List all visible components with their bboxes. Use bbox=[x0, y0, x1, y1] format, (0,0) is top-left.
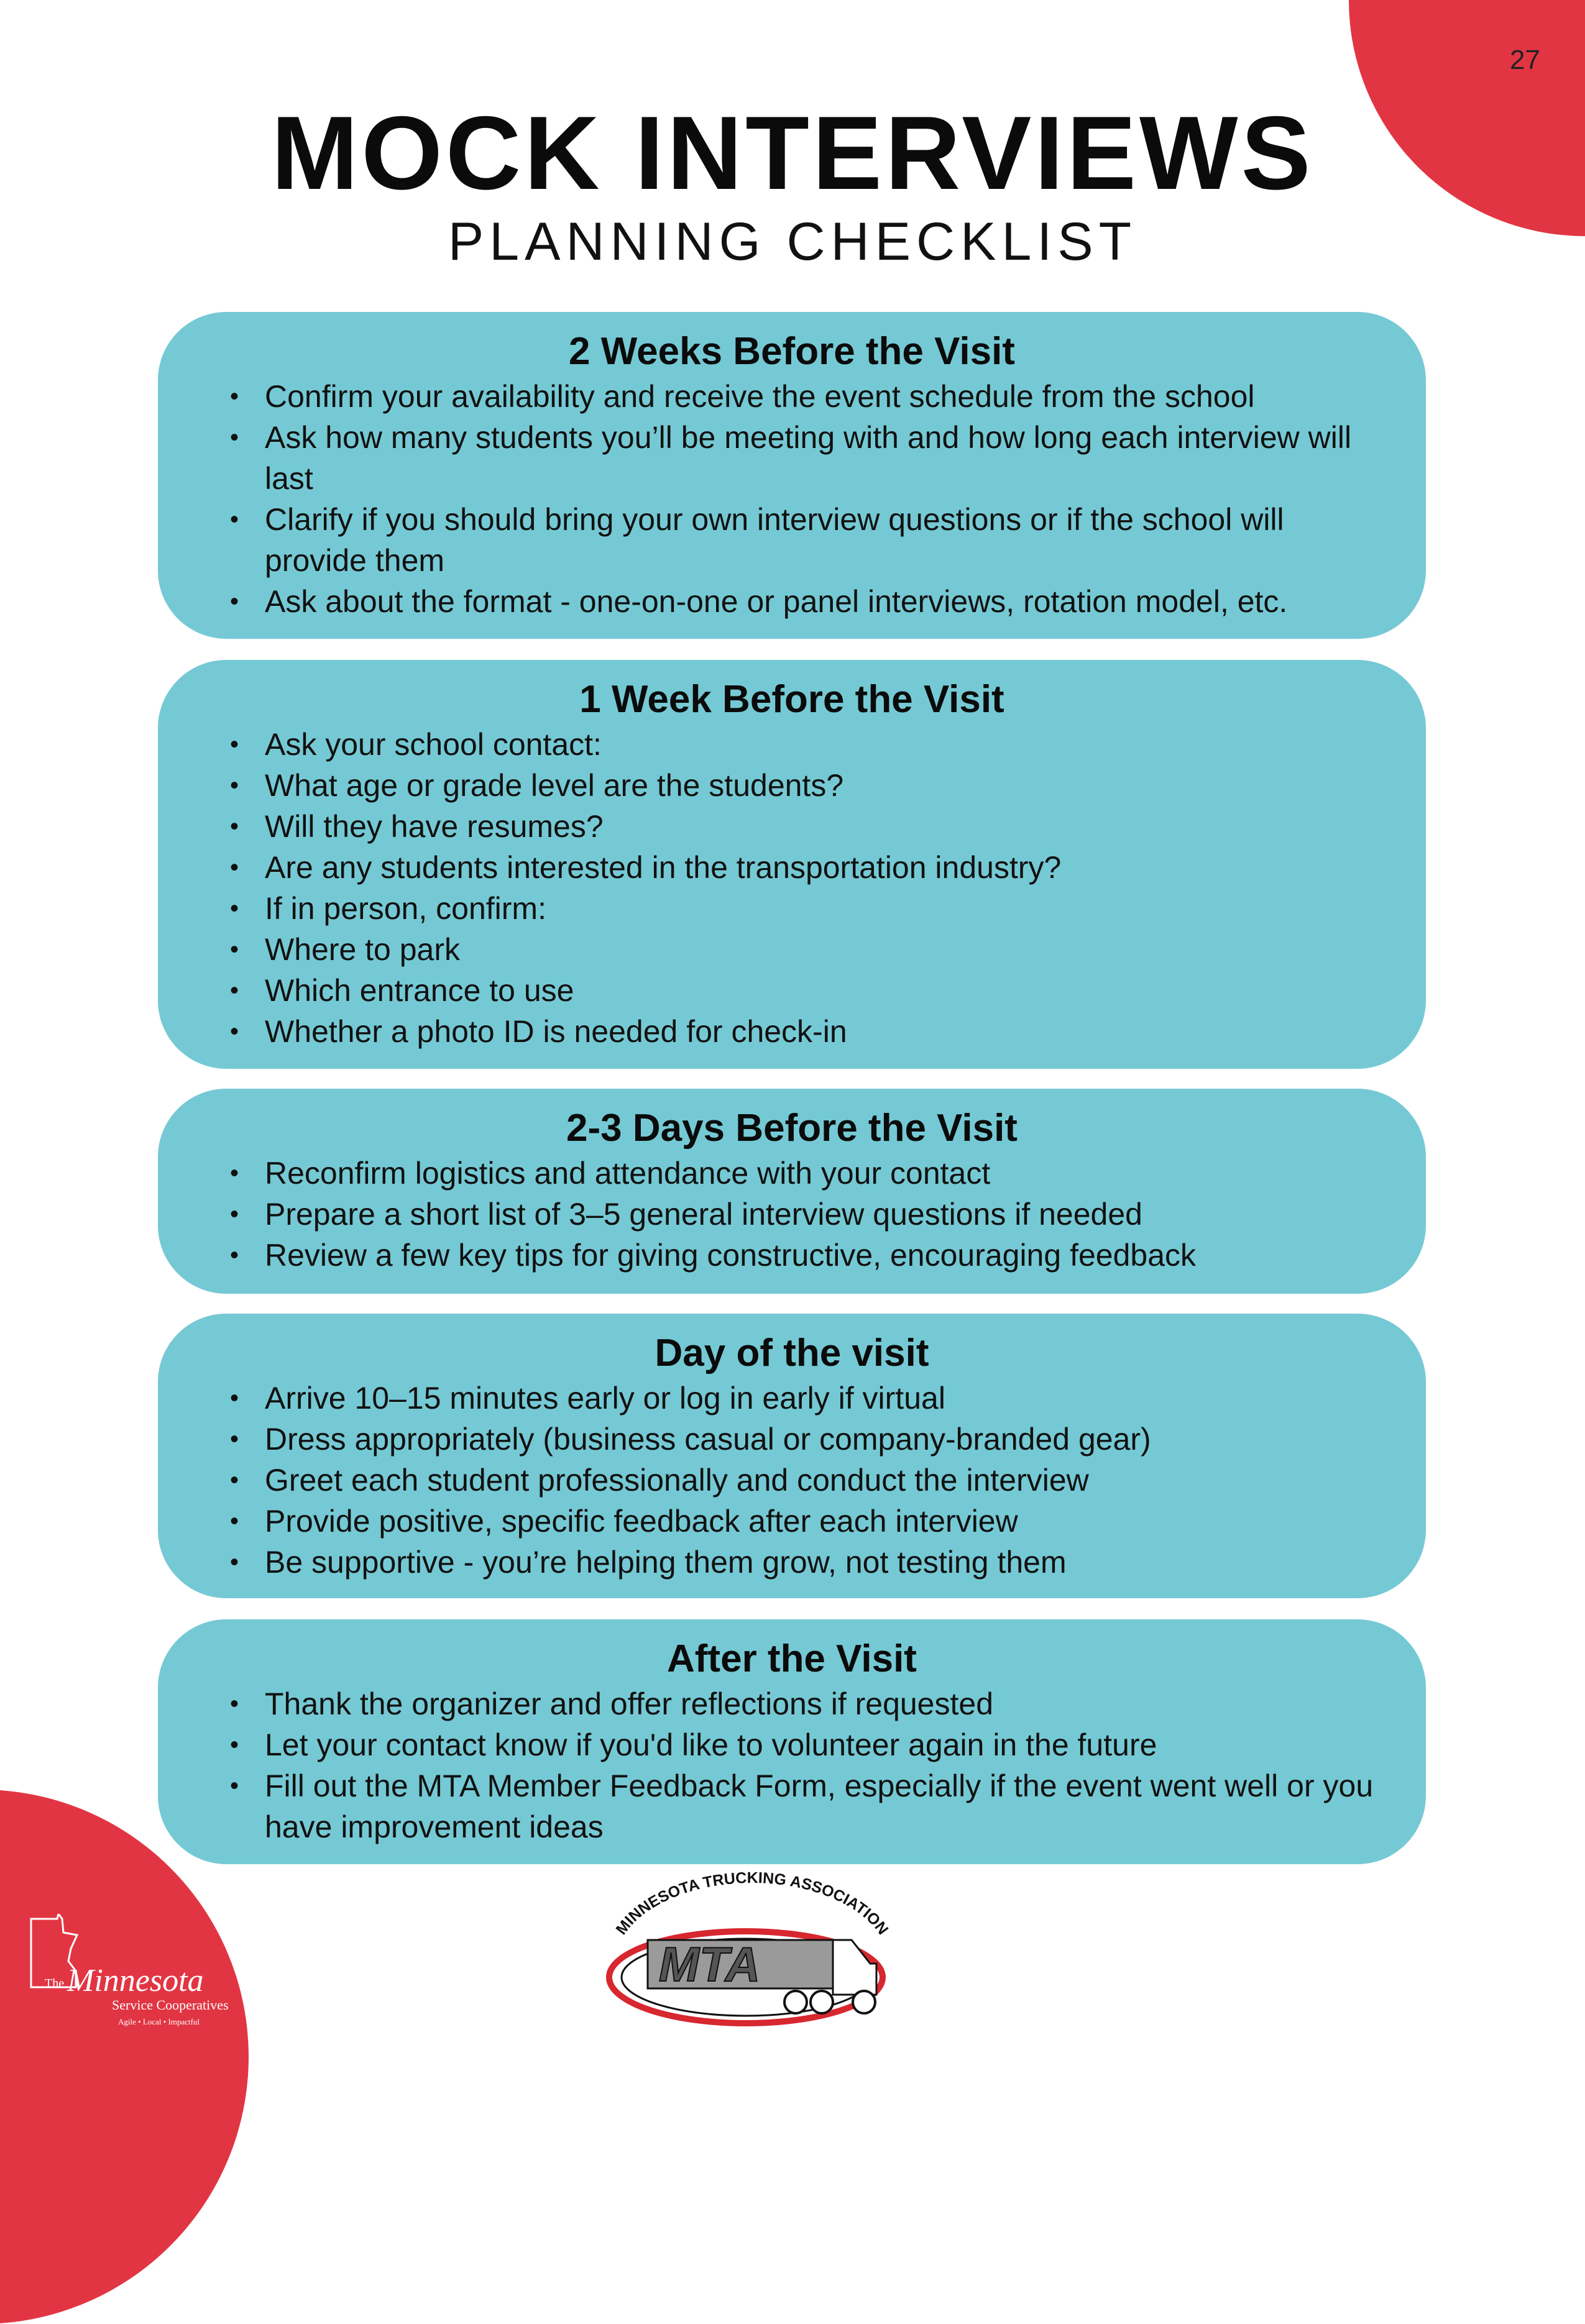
list-item: • Dress appropriately (business casual or company-branded gear) bbox=[226, 1419, 1389, 1460]
page-title: MOCK INTERVIEWS bbox=[271, 94, 1314, 211]
section-heading: After the Visit bbox=[667, 1637, 917, 1680]
list-item: • Clarify if you should bring your own interview questions or if the school will provide them bbox=[226, 499, 1389, 581]
mta-abbr-text: MTA bbox=[659, 1937, 761, 1992]
list-item: • Arrive 10–15 minutes early or log in early if virtual bbox=[226, 1378, 1389, 1419]
checklist bbox=[226, 1153, 1389, 1276]
truck-cab-icon bbox=[833, 1940, 876, 1995]
list-item: • Ask how many students you’ll be meeting with and how long each interview will last bbox=[226, 417, 1389, 499]
logo-minnesota-text: Minnesota bbox=[67, 1963, 204, 1998]
page-number: 27 bbox=[1510, 45, 1540, 75]
list-item: • Ask your school contact: bbox=[226, 724, 1389, 765]
section-card-2-3-days bbox=[158, 1089, 1426, 1294]
list-item: • Which entrance to use bbox=[226, 970, 1389, 1011]
checklist bbox=[226, 1683, 1389, 1847]
list-item: • Whether a photo ID is needed for check-in bbox=[226, 1011, 1389, 1052]
corner-decoration-bottom-left bbox=[0, 1790, 249, 2324]
checklist bbox=[226, 724, 1389, 1052]
truck-wheel-icon bbox=[853, 1991, 875, 2013]
list-item: • Thank the organizer and offer reflections if requested bbox=[226, 1683, 1389, 1724]
checklist bbox=[226, 376, 1389, 622]
section-heading: 1 Week Before the Visit bbox=[579, 678, 1004, 721]
list-item: • If in person, confirm: bbox=[226, 888, 1389, 929]
page-subtitle: PLANNING CHECKLIST bbox=[448, 212, 1137, 272]
mta-logo bbox=[590, 1870, 914, 2032]
mta-arc-text: MINNESOTA TRUCKING ASSOCIATION bbox=[612, 1870, 892, 1938]
list-item: • Provide positive, specific feedback after each interview bbox=[226, 1501, 1389, 1542]
list-item: • Be supportive - you’re helping them grow, not testing them bbox=[226, 1542, 1389, 1583]
section-card-1-week bbox=[158, 660, 1426, 1069]
list-item: • Will they have resumes? bbox=[226, 806, 1389, 847]
logo-service-cooperatives-text: Service Cooperatives bbox=[112, 1997, 229, 2013]
list-item: • Review a few key tips for giving constructive, encouraging feedback bbox=[226, 1235, 1389, 1276]
list-item: • Greet each student professionally and conduct the interview bbox=[226, 1460, 1389, 1501]
list-item: • Where to park bbox=[226, 929, 1389, 970]
list-item: • Ask about the format - one-on-one or panel interviews, rotation model, etc. bbox=[226, 581, 1389, 622]
list-item: • Fill out the MTA Member Feedback Form, especially if the event went well or you have improvement ideas bbox=[226, 1765, 1389, 1847]
logo-the-text: The bbox=[45, 1977, 65, 1990]
list-item: • Let your contact know if you'd like to volunteer again in the future bbox=[226, 1724, 1389, 1765]
list-item: • Reconfirm logistics and attendance with your contact bbox=[226, 1153, 1389, 1194]
section-heading: 2-3 Days Before the Visit bbox=[566, 1107, 1018, 1150]
section-heading: Day of the visit bbox=[655, 1332, 929, 1375]
minnesota-service-cooperatives-logo bbox=[25, 1914, 249, 2038]
list-item: • Confirm your availability and receive the event schedule from the school bbox=[226, 376, 1389, 417]
section-card-2-weeks bbox=[158, 312, 1426, 639]
truck-wheel-icon bbox=[784, 1991, 807, 2013]
checklist bbox=[226, 1378, 1389, 1583]
truck-wheel-icon bbox=[811, 1991, 833, 2013]
list-item: • Prepare a short list of 3–5 general interview questions if needed bbox=[226, 1194, 1389, 1235]
list-item: • Are any students interested in the transportation industry? bbox=[226, 847, 1389, 888]
section-card-after bbox=[158, 1619, 1426, 1864]
logo-tagline-text: Agile • Local • Impactful bbox=[118, 2017, 200, 2026]
section-heading: 2 Weeks Before the Visit bbox=[569, 330, 1015, 373]
section-card-day-of bbox=[158, 1314, 1426, 1598]
list-item: • What age or grade level are the students? bbox=[226, 765, 1389, 806]
